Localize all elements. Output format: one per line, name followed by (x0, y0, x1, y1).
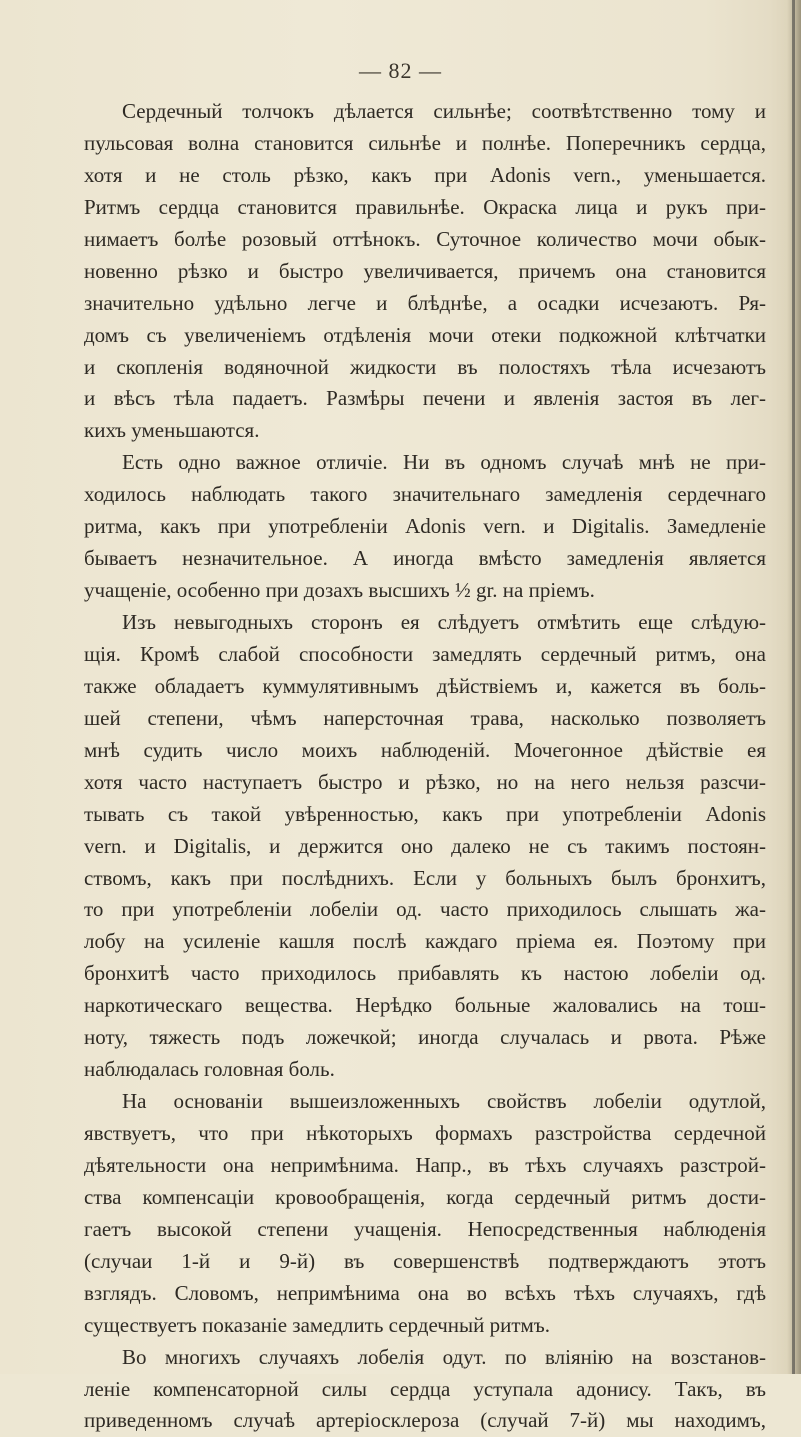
text-line: Есть одно важное отличіе. Ни въ одномъ случаѣ мнѣ не при- (122, 450, 766, 475)
text-line: ства компенсаціи кровообращенія, когда сердечный ритмъ дости- (84, 1184, 766, 1209)
text-line: лобу на усиленіе кашля послѣ каждаго пріема ея. Поэтому при (84, 929, 766, 954)
text-line: шей степени, чѣмъ наперсточная трава, насколько позволяетъ (84, 705, 766, 730)
text-line: приведенномъ случаѣ артеріосклероза (случай 7-й) мы находимъ, (84, 1408, 766, 1433)
text-line: наркотическаго вещества. Нерѣдко больные жаловались на тош- (84, 993, 766, 1018)
text-line: хотя часто наступаетъ быстро и рѣзко, но на него нельзя разсчи- (84, 769, 766, 794)
text-line: Во многихъ случаяхъ лобелія одут. по вліянію на возстанов- (122, 1344, 766, 1369)
body-text (84, 96, 766, 1437)
text-line: тывать съ такой увѣренностью, какъ при употребленіи Adonis (84, 801, 766, 826)
text-line: домъ съ увеличеніемъ отдѣленія мочи отеки подкожной клѣтчатки (84, 322, 766, 347)
text-line: Ритмъ сердца становится правильнѣе. Окраска лица и рукъ при- (84, 194, 766, 219)
text-line: ноту, тяжесть подъ ложечкой; иногда случалась и рвота. Рѣже (84, 1025, 766, 1050)
binding-edge (792, 0, 795, 1374)
text-line: леніе компенсаторной силы сердца уступала адонису. Такъ, въ (84, 1376, 766, 1401)
text-line: Изъ невыгодныхъ сторонъ ея слѣдуетъ отмѣтить еще слѣдую- (122, 610, 766, 634)
text-line: и скопленія водяночной жидкости въ полостяхъ тѣла исчезаютъ (84, 354, 766, 379)
text-line: ритма, какъ при употребленіи Adonis vern. и Digitalis. Замедленіе (84, 514, 766, 539)
text-line: и вѣсъ тѣла падаетъ. Размѣры печени и явленія застоя въ лег- (84, 386, 766, 411)
text-line: пульсовая волна становится сильнѣе и полнѣе. Поперечникъ сердца, (84, 130, 766, 155)
text-line: бронхитѣ часто приходилось прибавлять къ настою лобеліи од. (84, 961, 766, 986)
text-line: наблюдалась головная боль. (84, 1057, 335, 1082)
page-number: — 82 — (359, 58, 442, 83)
text-line: мнѣ судить число моихъ наблюденій. Мочегонное дѣйствіе ея (84, 737, 766, 762)
text-line: гаетъ высокой степени учащенія. Непосредственныя наблюденія (84, 1216, 766, 1241)
text-line: (случаи 1-й и 9-й) въ совершенствѣ подтверждаютъ этотъ (84, 1248, 766, 1273)
text-line: также обладаетъ куммулятивнымъ дѣйствіемъ и, кажется въ боль- (84, 673, 766, 698)
text-line: то при употребленіи лобеліи од. часто приходилось слышать жа- (84, 897, 766, 922)
text-line: кихъ уменьшаются. (84, 418, 260, 443)
text-line: явствуетъ, что при нѣкоторыхъ формахъ разстройства сердечной (84, 1121, 766, 1145)
text-line: существуетъ показаніе замедлить сердечный ритмъ. (84, 1312, 550, 1337)
text-line: взглядъ. Словомъ, непримѣнима она во всѣхъ тѣхъ случаяхъ, гдѣ (84, 1280, 766, 1305)
text-line: щія. Кромѣ слабой способности замедлять сердечный ритмъ, она (84, 641, 766, 666)
text-line: дѣятельности она непримѣнима. Напр., въ тѣхъ случаяхъ разстрой- (84, 1152, 766, 1177)
text-line: значительно удѣльно легче и блѣднѣе, а осадки исчезаютъ. Ря- (84, 290, 766, 315)
text-line: бываетъ незначительное. А иногда вмѣсто замедленія является (84, 546, 766, 571)
text-line: vern. и Digitalis, и держится оно далеко не съ такимъ постоян- (84, 833, 766, 858)
text-line: учащеніе, особенно при дозахъ высшихъ ½ gr. на пріемъ. (84, 578, 595, 603)
text-line: новенно рѣзко и быстро увеличивается, причемъ она становится (84, 258, 766, 283)
text-line: ствомъ, какъ при послѣднихъ. Если у больныхъ былъ бронхитъ, (84, 865, 766, 890)
text-line: На основаніи вышеизложенныхъ свойствъ лобеліи одутлой, (122, 1089, 766, 1114)
text-line: Сердечный толчокъ дѣлается сильнѣе; соотвѣтственно тому и (122, 99, 766, 123)
text-line: ходилось наблюдать такого значительнаго замедленія сердечнаго (84, 482, 766, 507)
text-line: нимаетъ болѣе розовый оттѣнокъ. Суточное количество мочи обык- (84, 226, 766, 251)
text-line: хотя и не столь рѣзко, какъ при Adonis vern., уменьшается. (84, 162, 766, 187)
